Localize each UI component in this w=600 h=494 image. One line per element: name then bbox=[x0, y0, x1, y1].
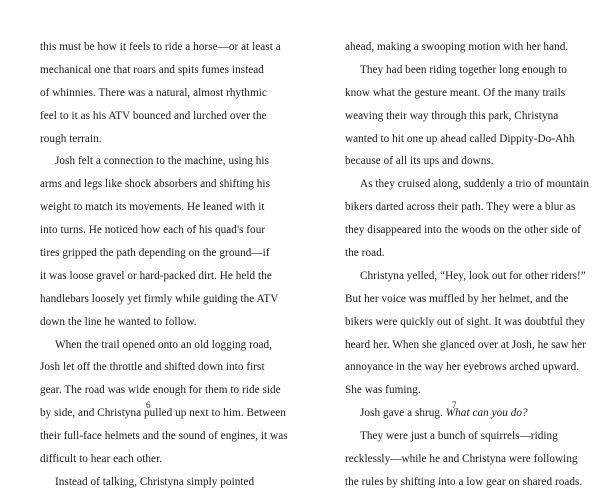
text-line: heard her. When she glanced over at Josh, he saw her bbox=[345, 338, 586, 351]
text-line: the road. bbox=[345, 247, 385, 260]
text-line: down the line he wanted to follow. bbox=[40, 315, 197, 328]
paragraph-start-line: When the trail opened onto an old logging road, bbox=[55, 338, 273, 351]
paragraph-start-line: Christyna yelled, “Hey, look out for other riders!” bbox=[360, 269, 586, 282]
text-line: annoyance in the way her eyebrows arched upward. bbox=[345, 361, 580, 374]
paragraph-start-line: As they cruised along, suddenly a trio of mountain bbox=[360, 178, 590, 191]
text-line: wanted to hit one up ahead called Dippity-Do-Ahh bbox=[345, 132, 575, 145]
text-line: But her voice was muffled by her helmet, and the bbox=[345, 292, 569, 305]
page-number-left: 6 bbox=[146, 400, 151, 410]
text-line: mechanical one that roars and spits fumes instead bbox=[40, 63, 264, 76]
text-line: tires gripped the path depending on the ground—if bbox=[40, 247, 270, 260]
text-line: weight to match its movements. He leaned with it bbox=[40, 201, 265, 214]
paragraph-start-line bbox=[345, 402, 571, 425]
text-line: feel to it as his ATV bounced and lurched over the bbox=[40, 109, 267, 122]
text-line: they disappeared into the woods on the other side of bbox=[345, 224, 581, 237]
paragraph-start-line: They were just a bunch of squirrels—riding bbox=[360, 430, 558, 443]
paragraph-start-line: Josh felt a connection to the machine, using his bbox=[55, 155, 269, 168]
text-line: know what the gesture meant. Of the many trails bbox=[345, 86, 566, 99]
text-line: rough terrain. bbox=[40, 132, 102, 145]
text-line: handlebars loosely yet firmly while guiding the ATV bbox=[40, 292, 279, 305]
text-line: it was loose gravel or hard-packed dirt. He held the bbox=[40, 269, 272, 282]
text-line: She was fuming. bbox=[345, 384, 421, 397]
italic-thought: What can you do? bbox=[445, 407, 528, 420]
text-line: difficult to hear each other. bbox=[40, 453, 163, 466]
text-run: Josh gave a shrug. bbox=[360, 407, 446, 420]
text-line: Josh let off the throttle and shifted down into first bbox=[40, 361, 265, 374]
page-number-right: 7 bbox=[452, 400, 457, 410]
left-page bbox=[40, 36, 288, 494]
text-line: because of all its ups and downs. bbox=[345, 155, 494, 168]
text-line: by side, and Christyna pulled up next to him. Between bbox=[40, 407, 286, 420]
text-line: weaving their way through this park, Christyna bbox=[345, 109, 559, 122]
text-line: bikers were quickly out of sight. It was doubtful they bbox=[345, 315, 586, 328]
text-line: ahead, making a swooping motion with her hand. bbox=[345, 41, 569, 53]
text-line: recklessly—while he and Christyna were following bbox=[345, 453, 578, 466]
text-line: of whinnies. There was a natural, almost rhythmic bbox=[40, 86, 267, 99]
right-page bbox=[345, 36, 590, 494]
paragraph-start-line: Instead of talking, Christyna simply pointed bbox=[55, 475, 255, 488]
paragraph-start-line: They had been riding together long enough to bbox=[360, 63, 567, 76]
text-line: this must be how it feels to ride a horse—or at least a bbox=[40, 41, 281, 53]
text-line: gear. The road was wide enough for them to ride side bbox=[40, 384, 281, 397]
text-line: their full-face helmets and the sound of engines, it was bbox=[40, 430, 288, 443]
text-line: the rules by shifting into a low gear on shared roads. bbox=[345, 475, 583, 488]
text-line: arms and legs like shock absorbers and shifting his bbox=[40, 178, 270, 191]
text-line: bikers darted across their path. They were a blur as bbox=[345, 201, 576, 214]
text-line: into turns. He noticed how each of his quad's four bbox=[40, 224, 266, 237]
